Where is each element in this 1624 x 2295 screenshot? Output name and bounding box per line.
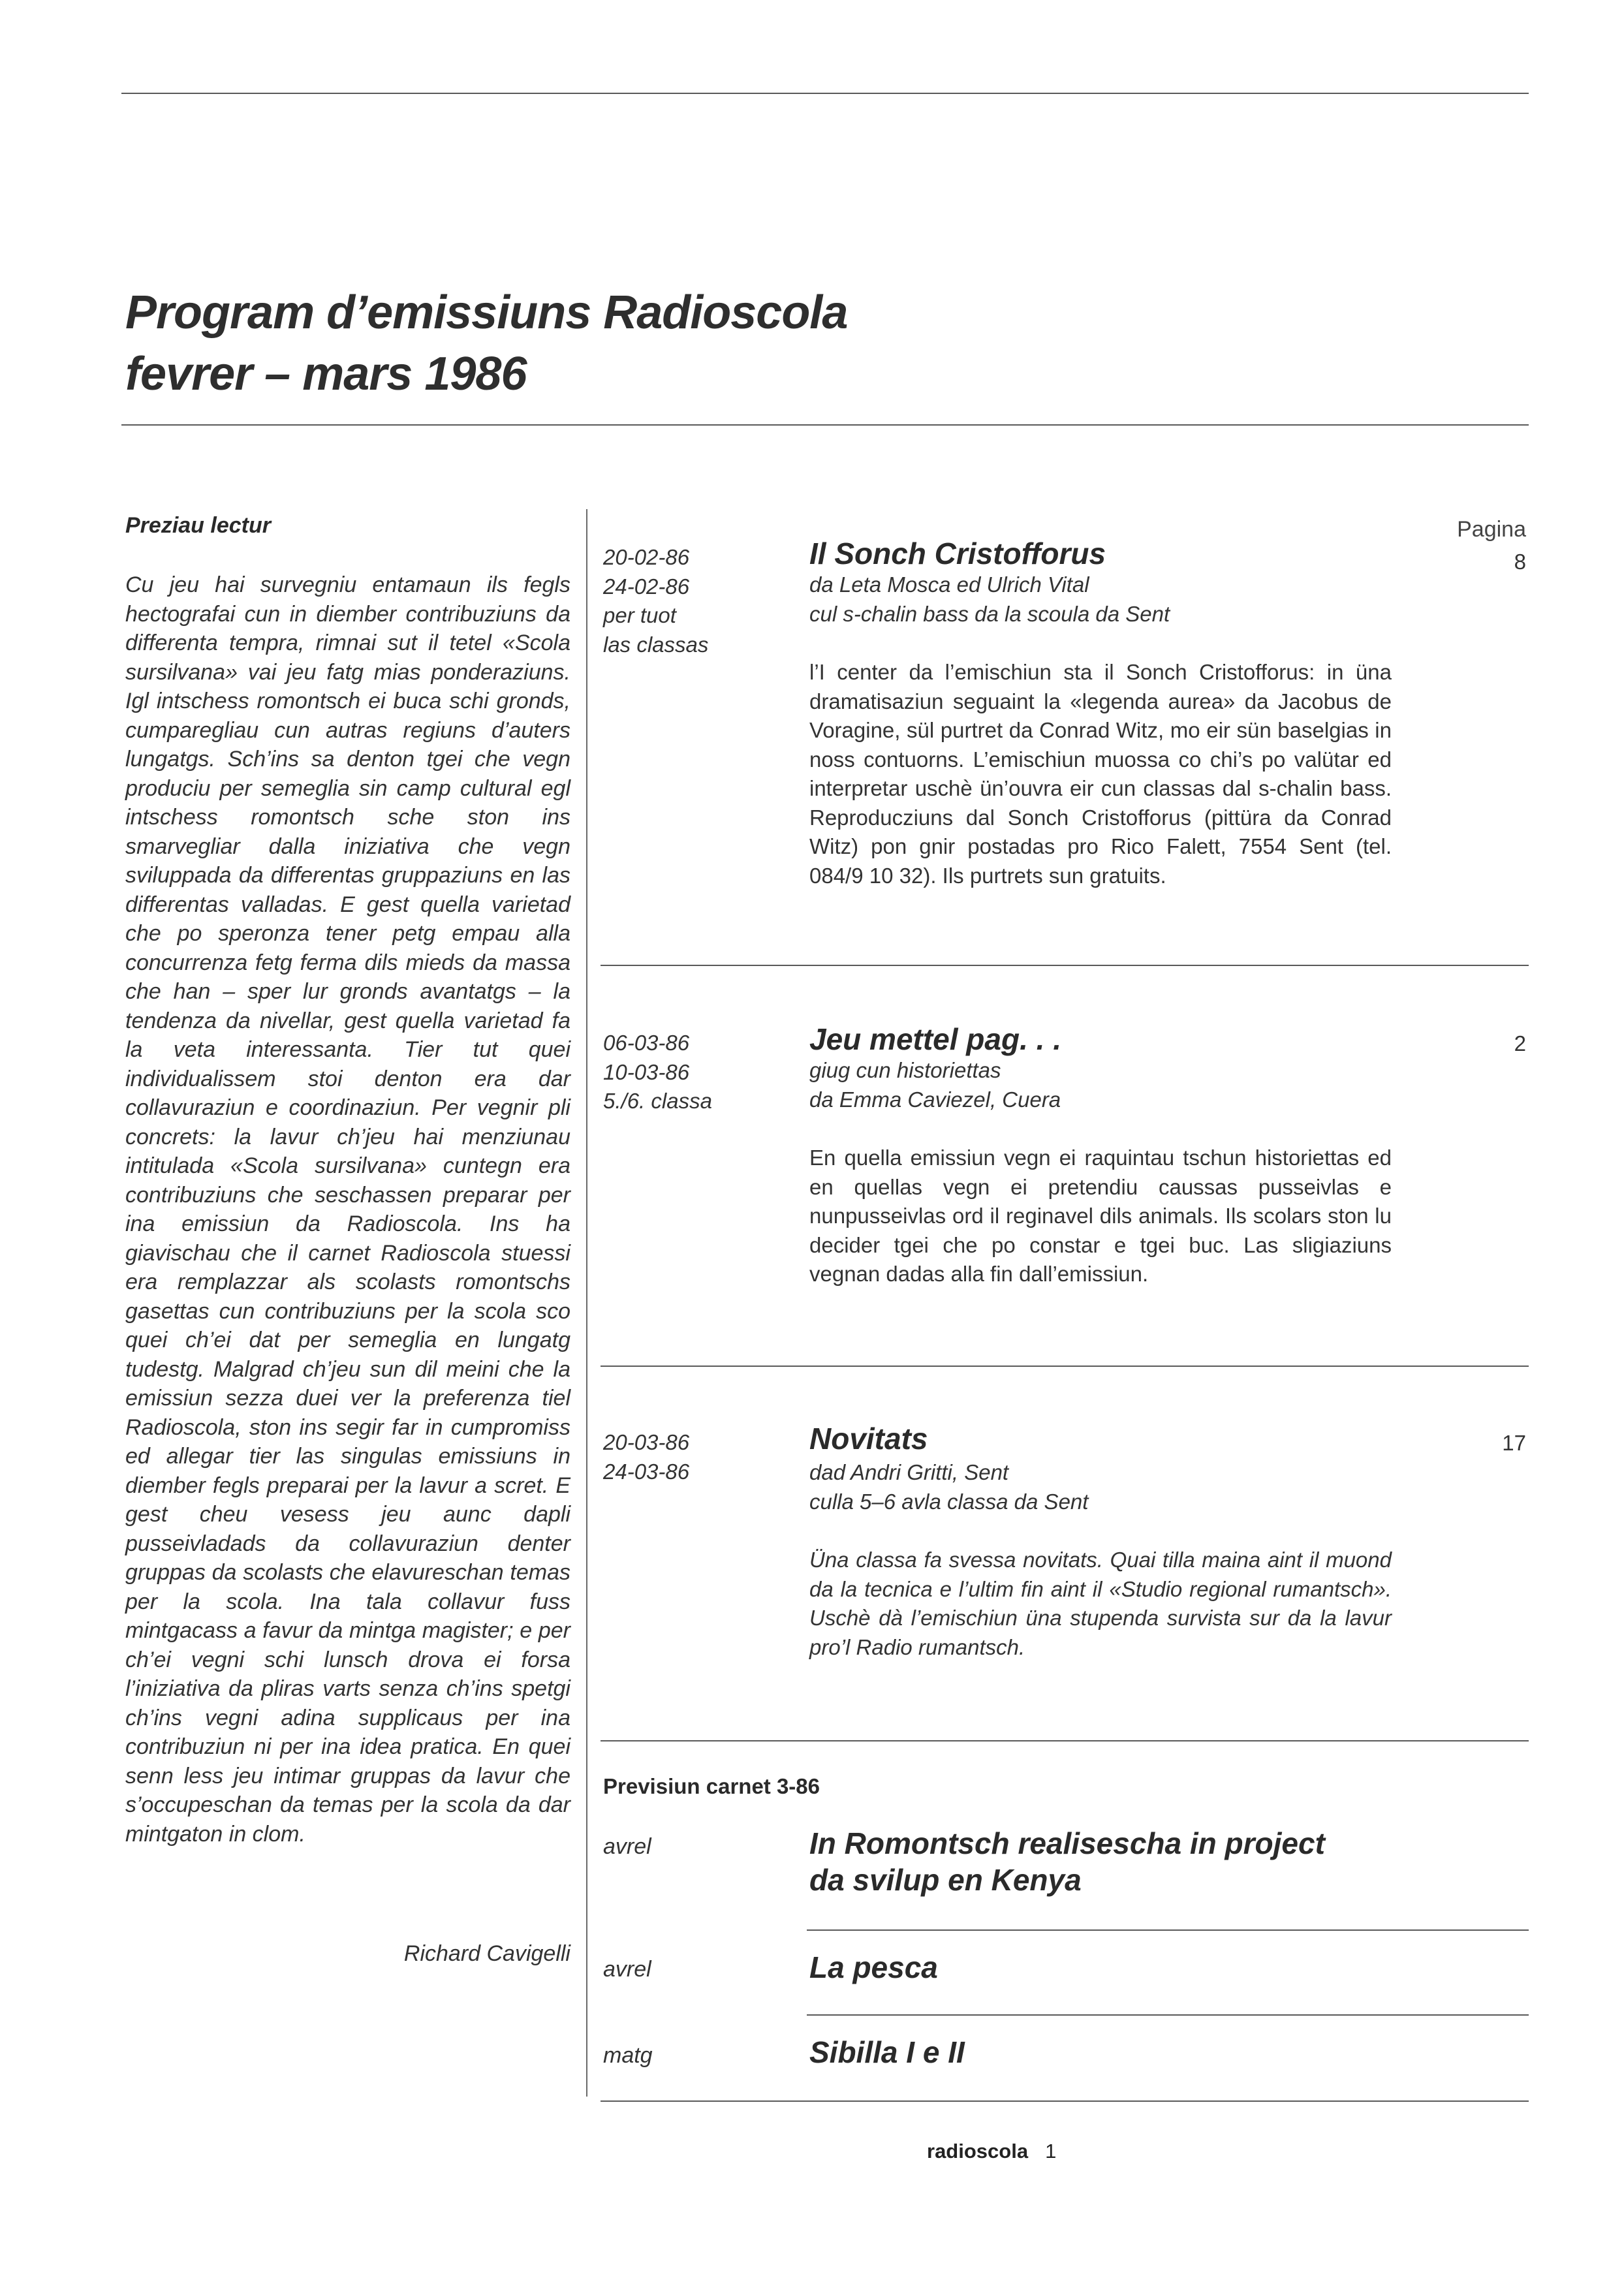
preview-rule xyxy=(807,2014,1529,2016)
program-page-number: 2 xyxy=(1514,1031,1526,1055)
page-title-line-1: Program d’emissiuns Radioscola xyxy=(125,287,848,339)
preview-month: avrel xyxy=(603,1957,651,1982)
page-title-line-2: fevrer – mars 1986 xyxy=(125,348,527,400)
preview-rule xyxy=(807,1929,1529,1931)
section-rule xyxy=(601,1740,1529,1741)
column-divider xyxy=(586,509,587,2097)
program-description: l’I center da l’emischiun sta il Sonch Cristofforus: in üna dramatisaziun seguaint la «legenda aurea» da Jacobus de Voragine, sül purtret da Conrad Witz, mo eir sün baselgias in noss contuorns. L’emischiun muossa co chi’s po valütar ed interpretar uschè ün’ouvra eir cun classas dal s-chalin bass. Reproducziuns dal Sonch Cristofforus (pittüra da Conrad Witz) pon gnir postadas pro Rico Falett, 7554 Sent (tel. 084/9 10 32). Ils purtrets sun gratuits. xyxy=(809,660,1392,888)
preview-title-line: La pesca xyxy=(809,1950,938,1984)
program-class: culla 5–6 avla classa da Sent xyxy=(809,1489,1089,1514)
program-dates xyxy=(603,543,786,659)
footer-page-number: 1 xyxy=(1045,2140,1057,2162)
preview-heading: Previsiun carnet 3-86 xyxy=(603,1774,820,1798)
program-genre: giug cun historiettas xyxy=(809,1058,1001,1082)
intro-heading: Preziau lectur xyxy=(125,513,271,538)
program-date: 10-03-86 xyxy=(603,1059,690,1084)
preview-month: matg xyxy=(603,2043,653,2068)
program-audience: 5./6. classa xyxy=(603,1089,712,1113)
program-dates xyxy=(603,1428,786,1486)
program-description: Üna classa fa svessa novitats. Quai tilla maina aint il muond da la tecnica e l’ultim fin aint il «Studio regional rumantsch». Uschè dà l’emischiun üna stupenda survista sur da la lavur pro’l Radio rumantsch. xyxy=(809,1548,1392,1659)
program-date: 24-03-86 xyxy=(603,1459,690,1484)
preview-rule xyxy=(601,2100,1529,2102)
program-audience: per tuot xyxy=(603,603,676,627)
preview-title xyxy=(809,2034,965,2070)
preview-title xyxy=(809,1825,1325,1898)
program-subtitle xyxy=(809,1056,1397,1114)
program-date: 06-03-86 xyxy=(603,1031,690,1055)
program-author: da Emma Caviezel, Cuera xyxy=(809,1087,1061,1112)
intro-signature: Richard Cavigelli xyxy=(403,1941,570,1966)
program-audience: las classas xyxy=(603,632,709,657)
page-title xyxy=(125,282,847,405)
program-title: Il Sonch Cristofforus xyxy=(809,537,1106,570)
program-date: 20-03-86 xyxy=(603,1430,690,1454)
program-date: 20-02-86 xyxy=(603,545,690,569)
preview-title xyxy=(809,1949,938,1986)
top-rule xyxy=(121,93,1529,94)
page-column-label: Pagina xyxy=(1457,517,1526,542)
program-subtitle xyxy=(809,570,1397,629)
program-page-number: 17 xyxy=(1502,1431,1526,1455)
program-page-number: 8 xyxy=(1514,550,1526,574)
program-date: 24-02-86 xyxy=(603,574,690,599)
program-title: Jeu mettel pag. . . xyxy=(809,1022,1061,1056)
program-title: Novitats xyxy=(809,1422,928,1456)
program-description: En quella emissiun vegn ei raquintau tschun historiettas ed en quellas vegn ei pretendiu caussas pusseivlas e nunpusseivlas ord il reginavel dils animals. Ils scolars ston lu decider tgei che po constar e tgei buc. Las sligiaziuns vegnan dadas alla fin dall’emissiun. xyxy=(809,1146,1392,1286)
program-author: dad Andri Gritti, Sent xyxy=(809,1460,1009,1484)
section-rule xyxy=(601,1366,1529,1367)
footer-publication: radioscola xyxy=(927,2140,1029,2162)
preview-title-line: In Romontsch realisescha in project xyxy=(809,1826,1325,1860)
program-subtitle xyxy=(809,1458,1397,1516)
program-class: cul s-chalin bass da la scoula da Sent xyxy=(809,601,1170,626)
preview-title-line: da svilup en Kenya xyxy=(809,1863,1082,1897)
title-rule xyxy=(121,424,1529,426)
program-dates xyxy=(603,1029,786,1116)
intro-body: Cu jeu hai survegniu entamaun ils fegls hectografai cun in diember contribuziuns da differenta tempra, rimnai sut il tetel «Scola sursilvana» vai jeu fatg mias ponderaziuns. Igl intschess romontsch ei buca schi gronds, cumparegliau cun autras regiuns d’auters lungatgs. Sch’ins sa denton tgei che vegn produciu per semeglia sin camp cultural egl intschess romontsch sche ston ins smarvegliar dalla iniziativa che vegn sviluppada da differentas gruppaziuns en las differentas valladas. E gest quella varietad che po speronza tener petg empau alla concurrenza fetg ferma dils mieds da massa che han – sper lur gronds avantatgs – la tendenza da nivellar, gest quella varietad fa la veta interessanta. Tier tut quei individualissem stoi denton era dar collavuraziun e coordinaziun. Per vegnir pli concrets: la lavur ch’jeu hai menziunau intitulada «Scola sursilvana» cuntegn era contribuziuns che seschassen preparar per ina emissiun da Radioscola. Ins ha giavischau che il carnet Radioscola stuessi era remplazzar als scolasts romontschs gasettas cun contribuziuns per la scola sco quei ch’ei dat per semeglia en lungatg tudestg. Malgrad ch’jeu sun dil meini che la emissiun sezza duei ver la preferenza tiel Radioscola, ston ins segir far in cumpromiss ed allegar tier las singulas emissiuns in diember fegls preparai per la lavur a scret. E gest cheu vesess jeu aunc dapli pusseivladads da collavuraziun denter gruppas da scolasts che elavureschan temas per la scola. Ina tala collavur fuss mintgacass a favur da mintga magister; e per ch’ei vegni schi lunsch drova ei forsa l’iniziativa da pliras varts senza ch’ins spetgi ch’ins vegni adina supplicaus per ina contribuziun ni per ina idea pratica. En quei senn less jeu intimar gruppas da lavur che s’occupeschan da temas per la scola da dar mintgaton in clom. xyxy=(125,572,570,1847)
footer xyxy=(927,2140,1056,2163)
preview-month: avrel xyxy=(603,1834,651,1859)
program-author: da Leta Mosca ed Ulrich Vital xyxy=(809,572,1089,597)
section-rule xyxy=(601,965,1529,966)
preview-title-line: Sibilla I e II xyxy=(809,2035,965,2069)
